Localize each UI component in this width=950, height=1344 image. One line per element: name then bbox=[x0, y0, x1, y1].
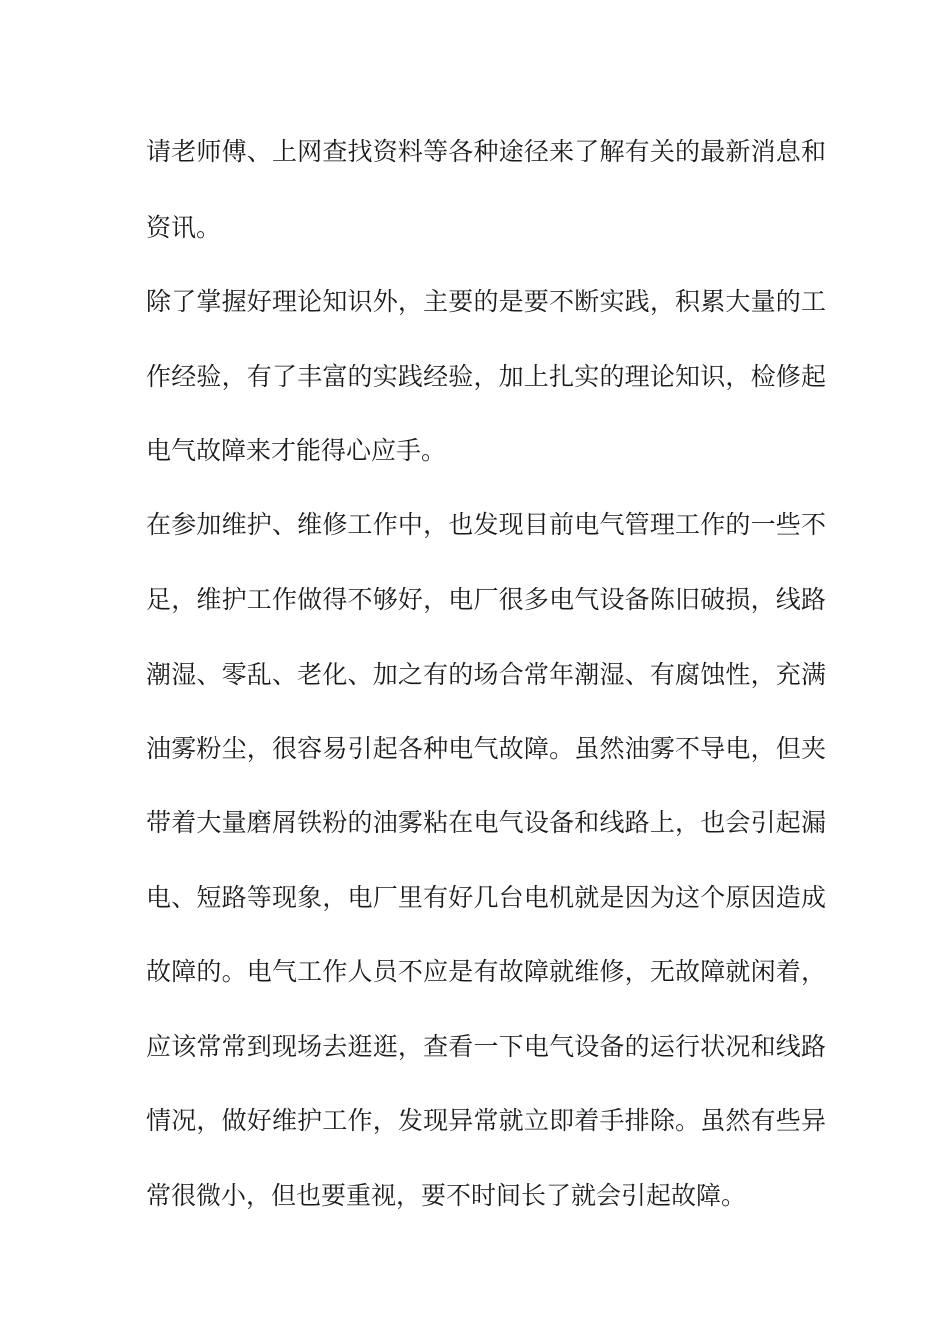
text-line-7: 足，维护工作做得不够好，电厂很多电气设备陈旧破损，线路 bbox=[146, 585, 826, 614]
text-line-12: 故障的。电气工作人员不应是有故障就维修，无故障就闲着， bbox=[146, 957, 826, 986]
text-line-11: 电、短路等现象，电厂里有好几台电机就是因为这个原因造成 bbox=[146, 883, 826, 912]
text-line-15: 常很微小，但也要重视，要不时间长了就会引起故障。 bbox=[146, 1181, 747, 1210]
text-line-1: 请老师傅、上网查找资料等各种途径来了解有关的最新消息和 bbox=[146, 137, 826, 166]
text-line-8: 潮湿、零乱、老化、加之有的场合常年潮湿、有腐蚀性，充满 bbox=[146, 660, 826, 689]
text-line-5: 电气故障来才能得心应手。 bbox=[146, 436, 447, 465]
text-line-2: 资讯。 bbox=[146, 213, 222, 242]
text-line-3: 除了掌握好理论知识外，主要的是要不断实践，积累大量的工 bbox=[146, 287, 826, 316]
text-line-4: 作经验，有了丰富的实践经验，加上扎实的理论知识，检修起 bbox=[146, 362, 826, 391]
text-line-6: 在参加维护、维修工作中，也发现目前电气管理工作的一些不 bbox=[146, 510, 826, 539]
text-line-13: 应该常常到现场去逛逛，查看一下电气设备的运行状况和线路 bbox=[146, 1032, 826, 1061]
text-line-9: 油雾粉尘，很容易引起各种电气故障。虽然油雾不导电，但夹 bbox=[146, 734, 826, 763]
text-line-14: 情况，做好维护工作，发现异常就立即着手排除。虽然有些异 bbox=[146, 1106, 826, 1135]
text-line-10: 带着大量磨屑铁粉的油雾粘在电气设备和线路上，也会引起漏 bbox=[146, 808, 826, 837]
